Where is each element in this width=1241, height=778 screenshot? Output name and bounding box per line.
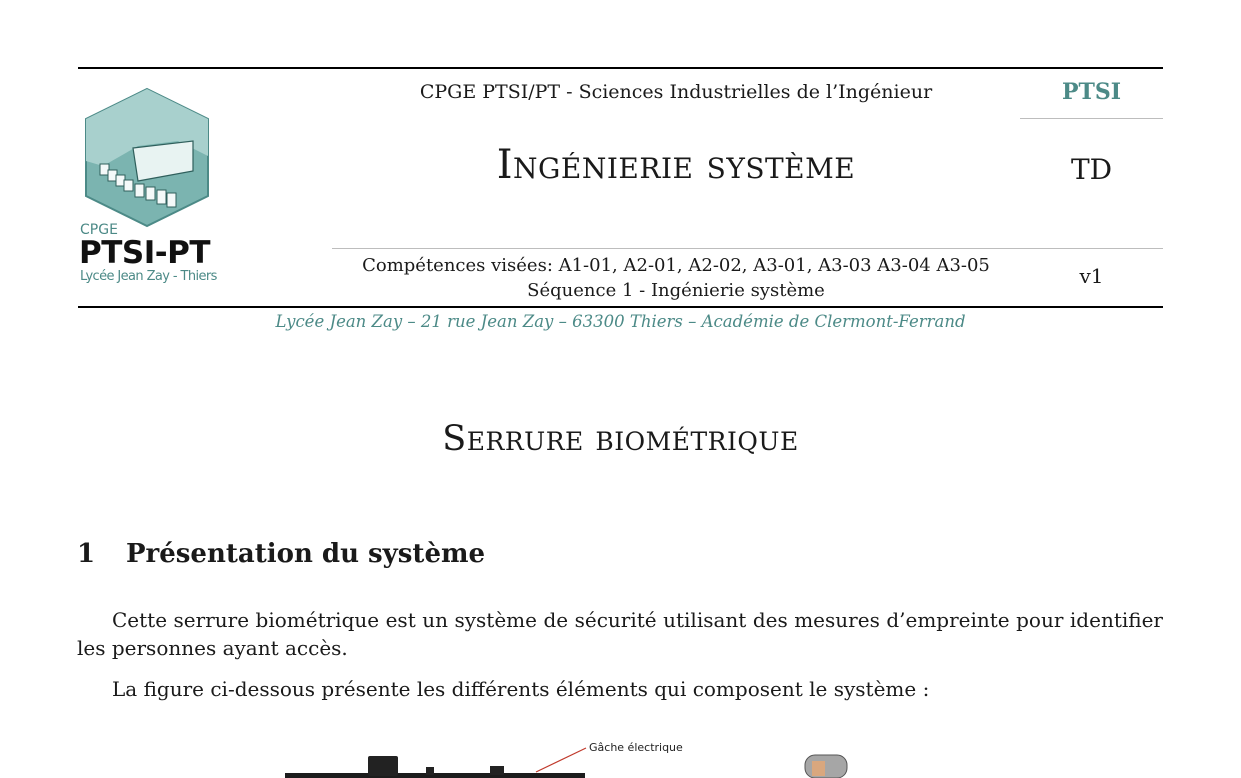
- logo-cpge-text: CPGE: [80, 222, 118, 238]
- course-title: CPGE PTSI/PT - Sciences Industrielles de l’Ingénieur: [419, 81, 933, 103]
- logo-main-text: PTSI-PT: [79, 235, 210, 271]
- document-title: Serrure biométrique: [442, 419, 799, 459]
- school-address: Lycée Jean Zay – 21 rue Jean Zay – 63300 Thiers – Académie de Clermont-Ferrand: [275, 312, 966, 331]
- paragraph-intro: Cette serrure biométrique est un système de sécurité utilisant des mesures d’empreinte pour identifier les personnes ayant accès.: [77, 608, 1163, 660]
- level-badge: PTSI: [1061, 79, 1122, 105]
- system-figure: [280, 740, 880, 778]
- sequence-text: Séquence 1 - Ingénierie système: [527, 280, 825, 301]
- section-title: Présentation du système: [126, 539, 486, 569]
- section-number: 1: [77, 539, 96, 569]
- header-bottom-rule: [78, 306, 1163, 308]
- logo-school-text: Lycée Jean Zay - Thiers: [80, 269, 217, 284]
- paragraph-figure-intro: La figure ci-dessous présente les différents éléments qui composent le système :: [112, 677, 930, 701]
- skills-divider: [332, 248, 1163, 249]
- skills-block: [332, 253, 1020, 303]
- figure-label-electric-strike: Gâche électrique: [589, 741, 683, 754]
- header-top-rule: [78, 67, 1163, 69]
- hexagon-logo-icon: [78, 86, 218, 231]
- electric-strike-image: [280, 740, 880, 778]
- level-divider: [1020, 118, 1163, 119]
- subject-title: Ingénierie système: [496, 142, 856, 188]
- version-label: v1: [1079, 264, 1104, 288]
- skills-text: Compétences visées: A1-01, A2-01, A2-02, A3-01, A3-03 A3-04 A3-05: [362, 255, 990, 276]
- document-type: TD: [1070, 153, 1113, 186]
